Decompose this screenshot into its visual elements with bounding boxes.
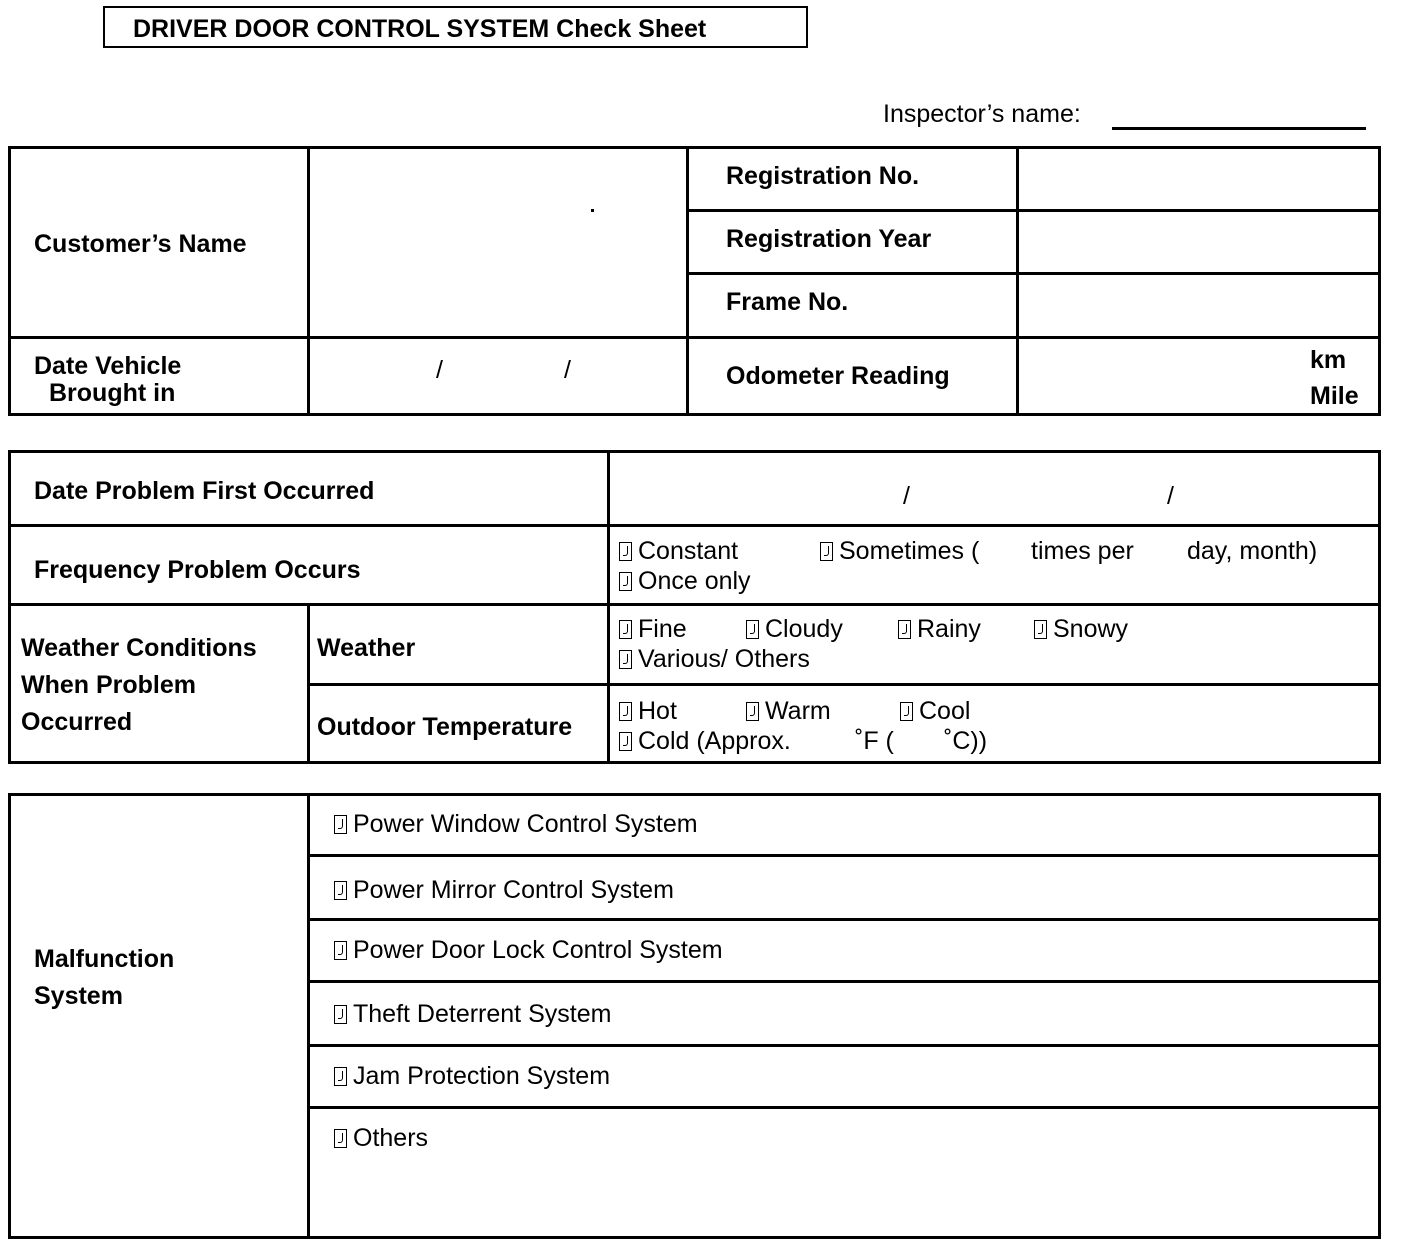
table-border <box>8 413 1381 416</box>
table-border <box>8 336 1381 339</box>
date-vehicle-label-line1: Date Vehicle <box>34 352 182 380</box>
date-separator: / <box>436 356 443 384</box>
checkbox-icon[interactable] <box>619 702 632 721</box>
weather-snowy-option[interactable]: Snowy <box>1034 615 1128 644</box>
registration-no-field[interactable] <box>1021 150 1376 208</box>
weather-conditions-label-line1: Weather Conditions <box>21 634 257 662</box>
checkbox-icon[interactable] <box>746 620 759 639</box>
table-border <box>686 146 689 416</box>
temp-cold-option[interactable]: Cold (Approx. <box>619 727 791 756</box>
date-vehicle-field[interactable] <box>312 340 684 412</box>
checkbox-icon[interactable] <box>746 702 759 721</box>
checkbox-icon[interactable] <box>619 732 632 751</box>
checkbox-icon[interactable] <box>619 620 632 639</box>
table-border <box>8 793 1381 796</box>
malfunction-option-power-mirror[interactable]: Power Mirror Control System <box>334 876 674 905</box>
inspector-name-field[interactable] <box>1112 127 1366 130</box>
table-border <box>1378 450 1381 764</box>
date-first-occurred-field[interactable] <box>612 454 1376 522</box>
frame-no-field[interactable] <box>1021 276 1376 334</box>
table-border <box>8 146 1381 149</box>
freq-constant-option[interactable]: Constant <box>619 537 738 566</box>
checkbox-icon[interactable] <box>898 620 911 639</box>
checkbox-icon[interactable] <box>334 1067 347 1086</box>
temp-warm-option[interactable]: Warm <box>746 697 831 726</box>
malfunction-option-jam-protection[interactable]: Jam Protection System <box>334 1062 610 1091</box>
inspector-name-label: Inspector’s name: <box>883 100 1081 128</box>
malfunction-option-theft-deterrent[interactable]: Theft Deterrent System <box>334 1000 611 1029</box>
table-border <box>307 980 1381 983</box>
temp-fahrenheit: ˚F ( <box>855 727 894 755</box>
weather-conditions-label-line2: When Problem <box>21 671 197 699</box>
table-border <box>1378 146 1381 416</box>
table-border <box>8 450 1381 453</box>
table-border <box>1016 146 1019 416</box>
freq-day-month: day, month) <box>1187 537 1318 565</box>
checkbox-icon[interactable] <box>619 650 632 669</box>
temp-cool-option[interactable]: Cool <box>900 697 970 726</box>
malfunction-label-line2: System <box>34 982 123 1010</box>
weather-cloudy-option[interactable]: Cloudy <box>746 615 843 644</box>
weather-label: Weather <box>317 634 416 662</box>
customer-name-field[interactable] <box>312 150 684 335</box>
customer-name-label: Customer’s Name <box>34 230 247 258</box>
malfunction-option-power-door-lock[interactable]: Power Door Lock Control System <box>334 936 723 965</box>
checkbox-icon[interactable] <box>900 702 913 721</box>
registration-year-label: Registration Year <box>726 225 932 253</box>
table-border <box>307 854 1381 857</box>
table-border <box>686 272 1381 275</box>
date-first-occurred-label: Date Problem First Occurred <box>34 477 375 505</box>
checkbox-icon[interactable] <box>334 815 347 834</box>
table-border <box>8 146 11 416</box>
table-border <box>8 450 11 764</box>
weather-fine-option[interactable]: Fine <box>619 615 687 644</box>
weather-rainy-option[interactable]: Rainy <box>898 615 981 644</box>
table-border <box>307 683 1381 686</box>
freq-once-option[interactable]: Once only <box>619 567 751 596</box>
freq-sometimes-option[interactable]: Sometimes ( <box>820 537 979 566</box>
table-border <box>8 524 1381 527</box>
date-separator: / <box>1167 482 1174 510</box>
table-border <box>8 793 11 1239</box>
table-border <box>8 603 1381 606</box>
checkbox-icon[interactable] <box>619 572 632 591</box>
unit-km: km <box>1310 346 1347 374</box>
malfunction-option-others[interactable]: Others <box>334 1124 428 1153</box>
weather-conditions-label-line3: Occurred <box>21 708 133 736</box>
table-border <box>8 1236 1381 1239</box>
table-border <box>1378 793 1381 1239</box>
date-vehicle-label-line2: Brought in <box>49 379 176 407</box>
temp-hot-option[interactable]: Hot <box>619 697 677 726</box>
table-border <box>8 761 1381 764</box>
weather-various-option[interactable]: Various/ Others <box>619 645 810 674</box>
outdoor-temperature-label: Outdoor Temperature <box>317 713 573 741</box>
frequency-label: Frequency Problem Occurs <box>34 556 361 584</box>
table-border <box>307 918 1381 921</box>
registration-no-label: Registration No. <box>726 162 920 190</box>
stray-dot <box>591 209 594 212</box>
malfunction-option-power-window[interactable]: Power Window Control System <box>334 810 698 839</box>
unit-mile: Mile <box>1310 382 1359 410</box>
checkbox-icon[interactable] <box>334 881 347 900</box>
temp-celsius: ˚C)) <box>944 727 988 755</box>
table-border <box>307 1106 1381 1109</box>
table-border <box>307 603 310 764</box>
checkbox-icon[interactable] <box>334 941 347 960</box>
table-border <box>686 209 1381 212</box>
table-border <box>607 450 610 764</box>
registration-year-field[interactable] <box>1021 213 1376 271</box>
table-border <box>307 146 310 416</box>
table-border <box>307 1044 1381 1047</box>
table-border <box>307 793 310 1239</box>
odometer-field[interactable] <box>1021 340 1301 412</box>
checkbox-icon[interactable] <box>820 542 833 561</box>
odometer-label: Odometer Reading <box>726 362 950 390</box>
checkbox-icon[interactable] <box>1034 620 1047 639</box>
checkbox-icon[interactable] <box>334 1005 347 1024</box>
checkbox-icon[interactable] <box>619 542 632 561</box>
date-separator: / <box>564 356 571 384</box>
date-separator: / <box>903 482 910 510</box>
frame-no-label: Frame No. <box>726 288 849 316</box>
freq-times-per: times per <box>1031 537 1134 565</box>
page-title: DRIVER DOOR CONTROL SYSTEM Check Sheet <box>133 15 707 43</box>
checkbox-icon[interactable] <box>334 1129 347 1148</box>
malfunction-label-line1: Malfunction <box>34 945 175 973</box>
